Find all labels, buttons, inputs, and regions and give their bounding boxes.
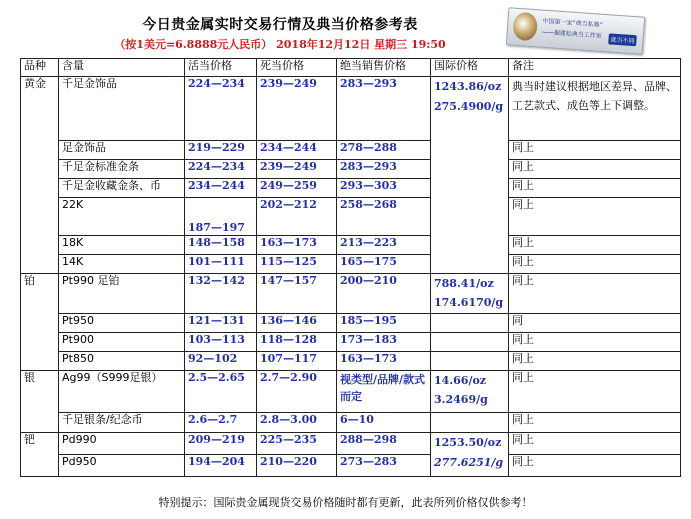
- logo-tag: 就当不同: [608, 33, 637, 46]
- dead-price-cell: 2.7—2.90: [257, 371, 337, 413]
- content-cell: 22K: [59, 198, 185, 236]
- ring-logo-icon: [512, 12, 538, 42]
- live-price-cell: 148—158: [185, 236, 257, 255]
- content-cell: Pt990 足铂: [59, 274, 185, 314]
- note-cell: 同上: [509, 274, 681, 314]
- note-cell: 同上: [509, 179, 681, 198]
- table-header-row: [21, 59, 681, 77]
- dead-price-cell: 163—173: [257, 236, 337, 255]
- dead-price-cell: 202—212: [257, 198, 337, 236]
- content-cell: 千足金饰品: [59, 77, 185, 141]
- live-price-cell: 224—234: [185, 160, 257, 179]
- table-row: [21, 141, 681, 160]
- content-cell: 18K: [59, 236, 185, 255]
- note-cell: 同上: [509, 371, 681, 413]
- live-price-cell: 132—142: [185, 274, 257, 314]
- sale-price-cell: 173—183: [337, 333, 431, 352]
- intl-price-cell: [431, 333, 509, 352]
- dead-price-cell: 239—249: [257, 160, 337, 179]
- header-content: 含量: [59, 59, 185, 77]
- header-sale-price: 绝当销售价格: [337, 59, 431, 77]
- note-cell: 同上: [509, 413, 681, 433]
- live-price-cell: 101—111: [185, 255, 257, 274]
- content-cell: Ag99（S999足银）: [59, 371, 185, 413]
- sale-price-cell: 278—288: [337, 141, 431, 160]
- sale-price-cell: 185—195: [337, 314, 431, 333]
- intl-price-g: 3.2469/g: [434, 393, 488, 406]
- dead-price-cell: 234—244: [257, 141, 337, 160]
- dead-price-cell: 249—259: [257, 179, 337, 198]
- live-price-cell: 2.5—2.65: [185, 371, 257, 413]
- content-cell: Pt850: [59, 352, 185, 371]
- intl-price-g: 277.6251/g: [434, 456, 504, 469]
- table-row: [21, 236, 681, 255]
- table-row: [21, 314, 681, 333]
- kind-cell-gold: 黄金: [21, 77, 59, 274]
- dead-price-cell: 118—128: [257, 333, 337, 352]
- intl-price-g: 174.6170/g: [434, 296, 504, 309]
- sale-price-cell: 163—173: [337, 352, 431, 371]
- note-cell: 同上: [509, 255, 681, 274]
- kind-cell-palladium: 钯: [21, 433, 59, 477]
- intl-price-cell: [431, 314, 509, 333]
- sale-price-cell: 293—303: [337, 179, 431, 198]
- live-price-value: 187—197: [188, 221, 245, 234]
- sale-price-cell: 283—293: [337, 77, 431, 141]
- header-intl-price: 国际价格: [431, 59, 509, 77]
- live-price-cell: 92—102: [185, 352, 257, 371]
- sale-price-cell: 283—293: [337, 160, 431, 179]
- content-cell: Pt900: [59, 333, 185, 352]
- intl-price-g: 275.4900/g: [434, 100, 504, 113]
- live-price-cell: 224—234: [185, 77, 257, 141]
- exchange-rate-date-line: （按1美元=6.8888元人民币） 2018年12月12日 星期三 19:50: [114, 38, 446, 51]
- note-cell: 同上: [509, 455, 681, 477]
- dead-price-cell: 225—235: [257, 433, 337, 455]
- live-price-cell: 103—113: [185, 333, 257, 352]
- note-cell: 典当时建议根据地区差异、品牌、工艺款式、成色等上下调整。: [509, 77, 681, 141]
- note-cell: 同: [509, 314, 681, 333]
- intl-price-cell: [431, 352, 509, 371]
- logo-line-2: ——掘建松典当工作室: [541, 28, 602, 40]
- dead-price-cell: 210—220: [257, 455, 337, 477]
- sale-price-cell: 288—298: [337, 433, 431, 455]
- table-row: [21, 413, 681, 433]
- sale-price-cell: 200—210: [337, 274, 431, 314]
- sale-price-cell: 165—175: [337, 255, 431, 274]
- dead-price-cell: 2.8—3.00: [257, 413, 337, 433]
- content-cell: 足金饰品: [59, 141, 185, 160]
- live-price-cell: 209—219: [185, 433, 257, 455]
- intl-price-cell-gold: [431, 77, 509, 274]
- logo-line-1: 中国第一家“典当私塾”: [542, 17, 603, 29]
- table-row: [21, 333, 681, 352]
- note-cell: 同上: [509, 160, 681, 179]
- table-row: [21, 255, 681, 274]
- table-row: [21, 455, 681, 477]
- table-row: [21, 433, 681, 455]
- content-cell: Pt950: [59, 314, 185, 333]
- intl-price-oz: 1243.86/oz: [434, 80, 502, 93]
- table-row: [21, 77, 681, 141]
- content-cell: 千足金标准金条: [59, 160, 185, 179]
- intl-price-cell-palladium: [431, 433, 509, 477]
- table-row: [21, 371, 681, 413]
- header-kind: 品种: [21, 59, 59, 77]
- intl-price-oz: 788.41/oz: [434, 277, 494, 290]
- sale-price-cell: 258—268: [337, 198, 431, 236]
- note-cell: 同上: [509, 198, 681, 236]
- intl-price-cell-platinum: [431, 274, 509, 314]
- note-cell: 同上: [509, 433, 681, 455]
- intl-price-oz: 14.66/oz: [434, 374, 487, 387]
- content-cell: Pd950: [59, 455, 185, 477]
- live-price-cell: [185, 198, 257, 236]
- table-row: [21, 352, 681, 371]
- dead-price-cell: 147—157: [257, 274, 337, 314]
- live-price-cell: 121—131: [185, 314, 257, 333]
- sale-price-cell: 273—283: [337, 455, 431, 477]
- intl-price-cell: [431, 413, 509, 433]
- footer-notice: 特别提示：国际贵金属现货交易价格随时都有更新，此表所列价格仅供参考！: [158, 496, 533, 509]
- dead-price-cell: 115—125: [257, 255, 337, 274]
- dead-price-cell: 136—146: [257, 314, 337, 333]
- live-price-cell: 194—204: [185, 455, 257, 477]
- intl-price-oz: 1253.50/oz: [434, 436, 502, 449]
- table-row: [21, 160, 681, 179]
- kind-cell-platinum: 铂: [21, 274, 59, 371]
- header-dead-price: 死当价格: [257, 59, 337, 77]
- sale-price-cell: 视类型/品牌/款式而定: [337, 371, 431, 413]
- content-cell: 14K: [59, 255, 185, 274]
- page-title: 今日贵金属实时交易行情及典当价格参考表: [142, 17, 418, 33]
- table-row: [21, 179, 681, 198]
- header-note: 备注: [509, 59, 681, 77]
- note-cell: 同上: [509, 141, 681, 160]
- live-price-cell: 2.6—2.7: [185, 413, 257, 433]
- live-price-cell: 234—244: [185, 179, 257, 198]
- table-row: [21, 198, 681, 236]
- sale-price-cell: 6—10: [337, 413, 431, 433]
- content-cell: Pd990: [59, 433, 185, 455]
- dead-price-cell: 107—117: [257, 352, 337, 371]
- note-cell: 同上: [509, 333, 681, 352]
- sale-price-cell: 213—223: [337, 236, 431, 255]
- note-cell: 同上: [509, 236, 681, 255]
- table-row: [21, 274, 681, 314]
- dead-price-cell: 239—249: [257, 77, 337, 141]
- live-price-cell: 219—229: [185, 141, 257, 160]
- content-cell: 千足金收藏金条、币: [59, 179, 185, 198]
- header-live-price: 活当价格: [185, 59, 257, 77]
- note-cell: 同上: [509, 352, 681, 371]
- price-table: [20, 58, 681, 477]
- kind-cell-silver: 银: [21, 371, 59, 433]
- intl-price-cell-silver: [431, 371, 509, 413]
- content-cell: 千足银条/纪念币: [59, 413, 185, 433]
